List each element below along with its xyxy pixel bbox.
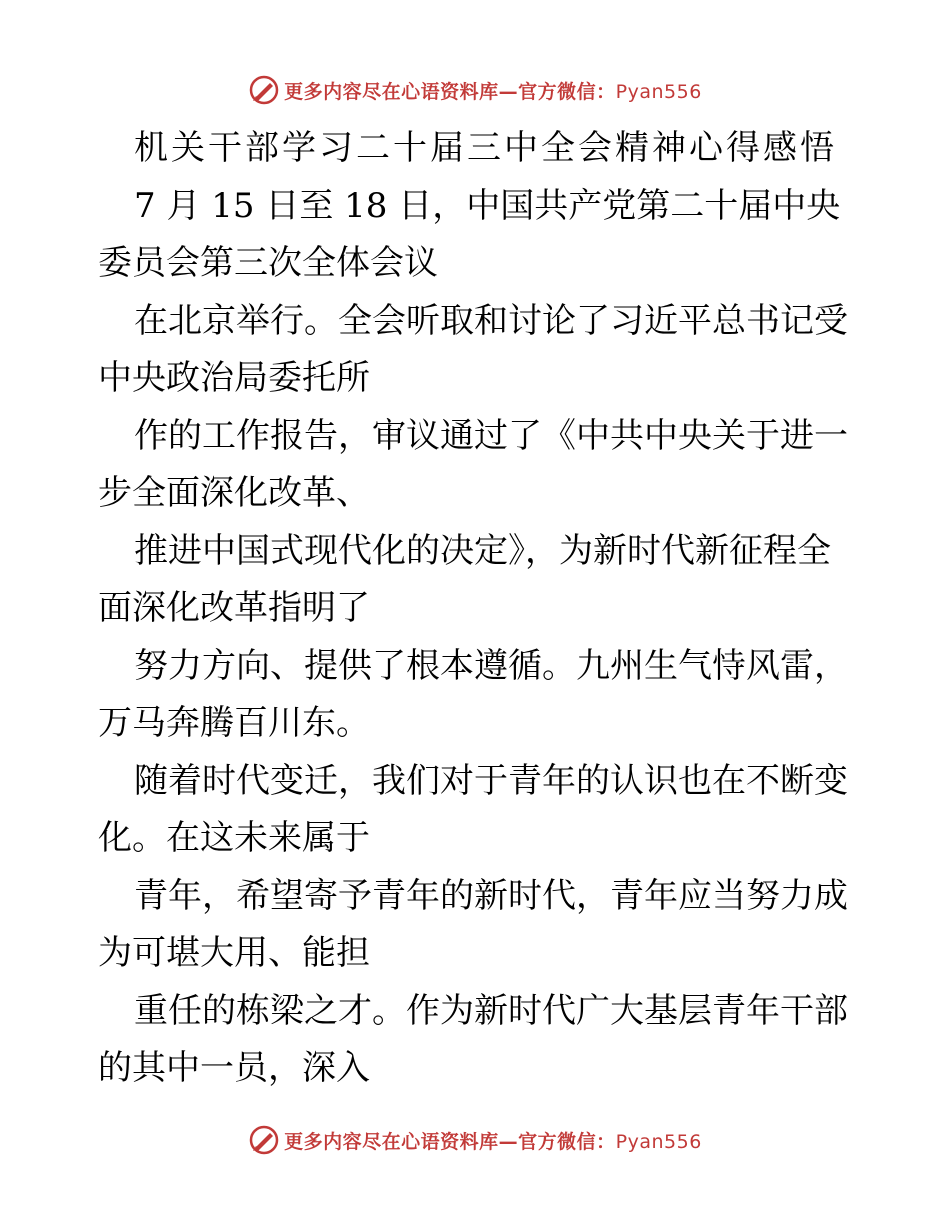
pen-seal-icon bbox=[248, 74, 280, 106]
body-line: 7 月 15 日至 18 日，中国共产党第二十届中央 bbox=[134, 185, 841, 226]
body-line: 化。在这未来属于 bbox=[98, 818, 370, 858]
body-line: 推进中国式现代化的决定》，为新时代新征程全 bbox=[134, 530, 831, 571]
body-line: 步全面深化改革、 bbox=[98, 473, 370, 513]
body-line: 委员会第三次全体会议 bbox=[98, 243, 438, 283]
footer-banner-label: 更多内容尽在心语资料库—官方微信： bbox=[284, 1130, 616, 1153]
body-line: 的其中一员，深入 bbox=[98, 1048, 370, 1088]
body-line: 中央政治局委托所 bbox=[98, 358, 370, 398]
body-line: 随着时代变迁，我们对于青年的认识也在不断变 bbox=[134, 760, 848, 801]
body-line: 重任的栋梁之才。作为新时代广大基层青年干部 bbox=[134, 990, 848, 1031]
header-banner-label: 更多内容尽在心语资料库—官方微信： bbox=[284, 80, 616, 103]
pen-seal-icon bbox=[248, 1124, 280, 1156]
footer-banner-text bbox=[284, 1127, 702, 1154]
header-banner bbox=[0, 70, 950, 110]
document-body bbox=[98, 120, 858, 1098]
footer-wechat-id: Pyan556 bbox=[615, 1130, 702, 1153]
body-line: 万马奔腾百川东。 bbox=[98, 703, 370, 743]
body-line: 为可堪大用、能担 bbox=[98, 933, 370, 973]
body-line: 在北京举行。全会听取和讨论了习近平总书记受 bbox=[134, 300, 848, 341]
body-line: 努力方向、提供了根本遵循。九州生气恃风雷， bbox=[134, 645, 848, 686]
document-title: 机关干部学习二十届三中全会精神心得感悟 bbox=[134, 128, 837, 168]
header-banner-text bbox=[284, 77, 702, 104]
body-line: 青年，希望寄予青年的新时代，青年应当努力成 bbox=[134, 875, 848, 916]
body-line: 作的工作报告，审议通过了《中共中央关于进一 bbox=[134, 415, 848, 456]
body-line: 面深化改革指明了 bbox=[98, 588, 370, 628]
header-wechat-id: Pyan556 bbox=[615, 80, 702, 103]
footer-banner bbox=[0, 1120, 950, 1160]
